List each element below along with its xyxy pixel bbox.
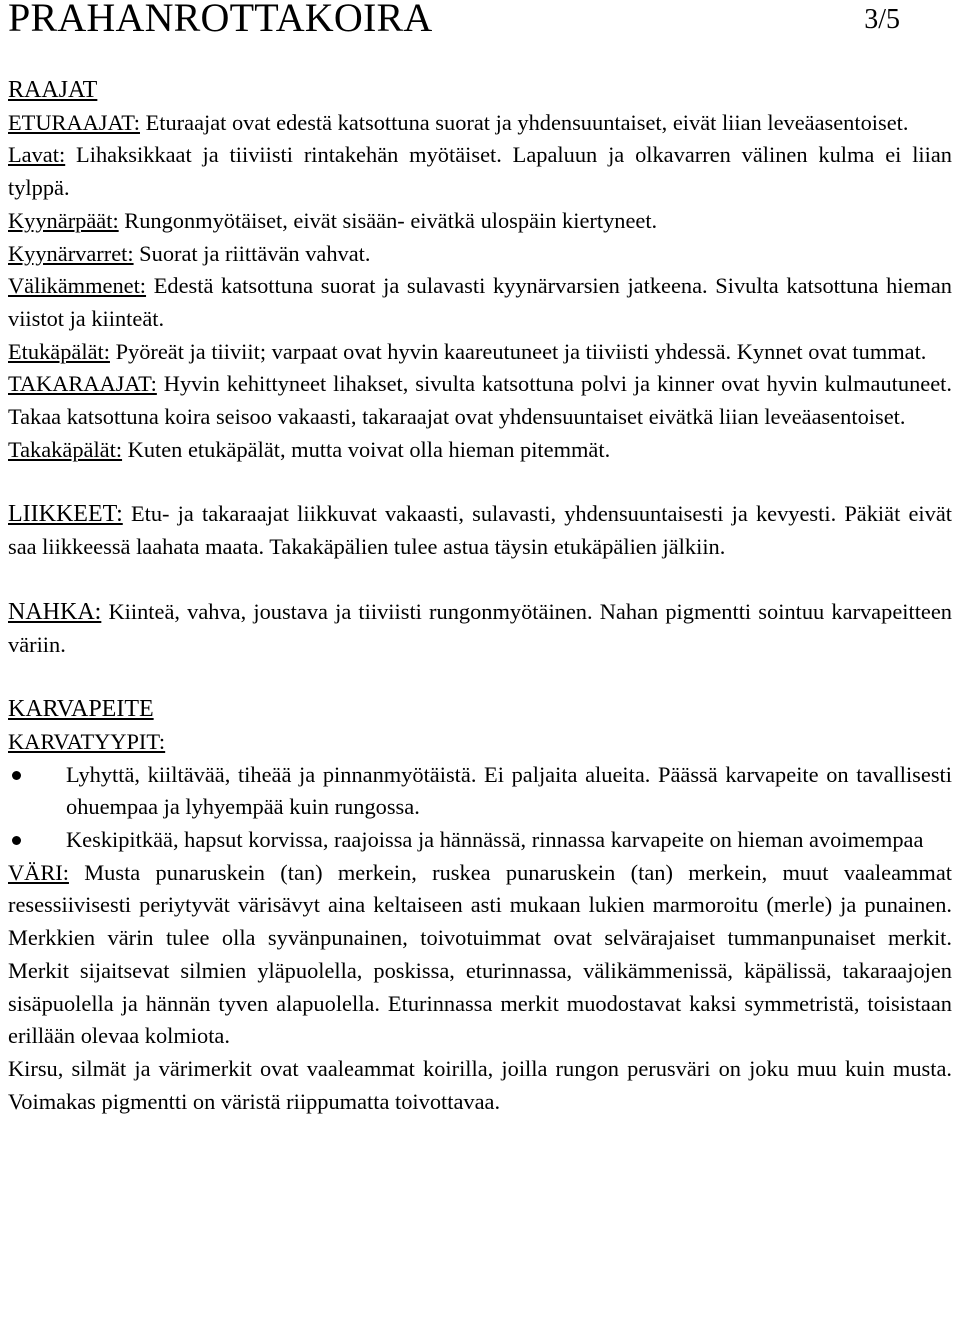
bullet-text: Lyhyttä, kiiltävää, tiheää ja pinnanmyötäistä. Ei paljaita alueita. Päässä karvapeite on tavallisesti ohuempaa ja lyhyempää kuin rungossa. [66,761,952,820]
paragraph-kyynarpaat [8,205,952,238]
text-etukapalat: Pyöreät ja tiiviit; varpaat ovat hyvin kaareutuneet ja tiiviisti yhdessä. Kynnet ovat tummat. [109,338,927,364]
section-heading-raajat: RAAJAT [8,77,98,103]
list-item [8,759,952,824]
paragraph-vari [8,857,952,1053]
paragraph-nahka [8,596,952,661]
text-kyynarvarret: Suorat ja riittävän vahvat. [133,240,371,266]
paragraph-etukapalat [8,336,952,369]
paragraph-takakapalat [8,434,952,467]
paragraph-eturaajat [8,107,952,140]
paragraph-kyynarvarret [8,238,952,271]
text-kyynarpaat: Rungonmyötäiset, eivät sisään- eivätkä ulospäin kiertyneet. [118,207,658,233]
paragraph-lavat [8,139,952,204]
spacer [8,661,952,693]
text-takaraajat: Hyvin kehittyneet lihakset, sivulta katsottuna polvi ja kinner ovat hyvin kulmautuneet. Takaa katsottuna koira seisoo vakaasti, takaraajat ovat yhdensuuntaiset eivätkä liian leveäasentoiset. [8,371,952,430]
term-kyynarvarret: Kyynärvarret: [8,240,134,266]
text-lavat: Lihaksikkaat ja tiiviisti rintakehän myötäiset. Lapaluun ja olkavarren välinen kulma ei liian tylppä. [8,142,952,201]
bullet-text: Keskipitkää, hapsut korvissa, raajoissa ja hännässä, rinnassa karvapeite on hieman avoimempaa [66,827,924,853]
paragraph-takaraajat [8,368,952,433]
coat-type-list [8,759,952,857]
term-nahka: NAHKA: [8,598,102,625]
spacer [8,466,952,498]
term-kyynarpaat: Kyynärpäät: [8,207,119,233]
term-liikkeet: LIIKKEET: [8,501,123,528]
term-eturaajat: ETURAAJAT: [8,109,140,135]
text-eturaajat: Eturaajat ovat edestä katsottuna suorat ja yhdensuuntaiset, eivät liian leveäasentoiset. [139,109,909,135]
subheading-karvatyypit: KARVATYYPIT: [8,728,166,754]
term-vari: VÄRI: [8,859,69,885]
page-number: 3/5 [864,4,900,35]
page-header [8,0,952,46]
text-vari: Musta punaruskein (tan) merkein, ruskea punaruskein (tan) merkein, muut vaaleammat resessiivisesti periytyvät värisävyt aina keltaiseen asti mukaan lukien marmoroitu (merle) ja punainen. Merkkien värin tulee olla syvänpunainen, toivotuimmat ovat selvärajaiset tummanpunaiset merkit. Merkit sijaitsevat silmien yläpuolella, poskissa, eturinnassa, välikämmenissä, käpälissä, takaraajojen sisäpuolella ja hännän tyven alapuolella. Eturinnassa merkit muodostavat kaksi symmetristä, toisistaan erillään olevaa kolmiota. [8,859,952,1049]
term-etukapalat: Etukäpälät: [8,338,110,364]
term-lavat: Lavat: [8,142,66,168]
text-valikammenet: Edestä katsottuna suorat ja sulavasti kyynärvarsien jatkeena. Sivulta katsottuna hieman viistot ja kiinteät. [8,273,952,331]
term-valikammenet: Välikämmenet: [8,273,147,299]
text-nahka: Kiinteä, vahva, joustava ja tiiviisti rungonmyötäinen. Nahan pigmentti sointuu karvapeitteen väriin. [8,598,952,657]
document-title: PRAHANROTTAKOIRA [8,0,433,40]
bullet-icon [12,771,21,780]
bullet-icon [12,836,21,845]
section-heading-karvapeite: KARVAPEITE [8,696,154,723]
term-takakapalat: Takakäpälät: [8,436,123,462]
term-takaraajat: TAKARAAJAT: [8,371,157,397]
text-takakapalat: Kuten etukäpälät, mutta voivat olla hieman pitemmät. [122,436,611,462]
spacer [8,564,952,596]
paragraph-valikammenet [8,270,952,335]
paragraph-kirsu: Kirsu, silmät ja värimerkit ovat vaaleammat koirilla, joilla rungon perusväri on joku muu kuin musta. Voimakas pigmentti on väristä riippumatta toivottavaa. [8,1055,952,1114]
list-item [8,824,952,857]
paragraph-liikkeet [8,498,952,563]
text-liikkeet: Etu- ja takaraajat liikkuvat vakaasti, sulavasti, yhdensuuntaisesti ja kevyesti. Päkiät eivät saa liikkeessä laahata maata. Takakäpälien tulee astua täysin etukäpälien jälkiin. [8,501,952,560]
